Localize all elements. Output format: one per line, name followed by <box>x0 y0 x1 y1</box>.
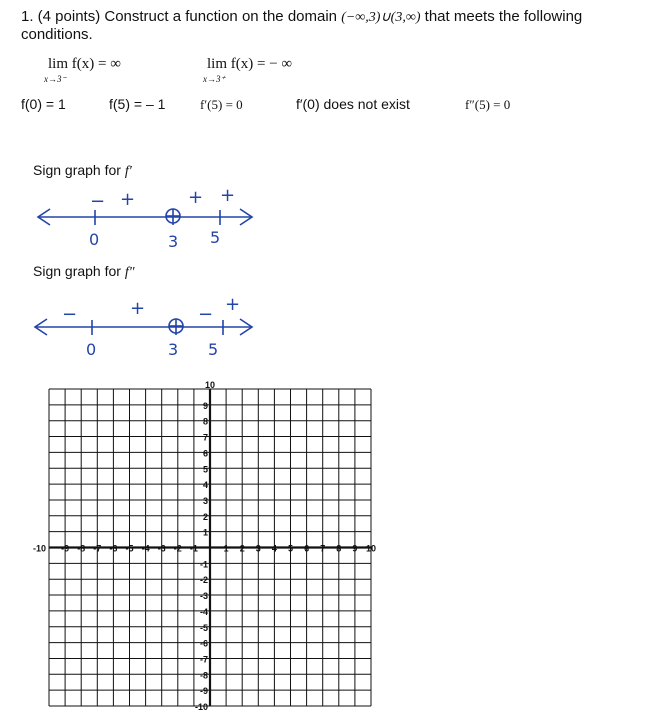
x-tick-label: 3 <box>255 543 261 554</box>
tick-label-1-0: 0 <box>89 230 100 249</box>
x-tick-label: 2 <box>239 543 245 554</box>
y-tick-label: 8 <box>202 416 208 427</box>
limit-right-subscript: x→3⁺ <box>203 74 226 84</box>
condition-fprime0: f′(0) does not exist <box>296 96 410 112</box>
y-tick-label: -7 <box>199 654 208 665</box>
tick-label-2-5: 5 <box>208 340 219 359</box>
sign-1-c: + <box>188 187 204 208</box>
question-prefix: 1. (4 points) Construct a function on the domain <box>21 8 338 25</box>
y-tick-label: 9 <box>202 400 208 411</box>
y-tick-label: 4 <box>202 480 208 491</box>
x-tick-label: 9 <box>352 543 358 554</box>
limit-right: lim f(x) = − ∞ <box>207 56 293 72</box>
condition-fprime5: f′(5) = 0 <box>200 97 243 112</box>
x-tick-label: -7 <box>93 543 102 554</box>
tick-label-2-0: 0 <box>86 340 97 359</box>
sign-2-b: + <box>130 298 146 319</box>
sign-2-c: − <box>198 304 214 325</box>
limit-left: lim f(x) = ∞ <box>48 56 121 72</box>
sign-graph-2-func: f″ <box>124 265 135 280</box>
question-suffix: that meets the following <box>424 8 583 25</box>
condition-f5: f(5) = – 1 <box>109 96 166 112</box>
x-tick-label: 6 <box>304 543 310 554</box>
tick-label-2-3: 3 <box>168 340 179 359</box>
y-tick-label: 7 <box>202 432 208 443</box>
y-tick-label: 1 <box>202 527 208 538</box>
x-tick-label: 7 <box>320 543 326 554</box>
x-tick-label: -5 <box>125 543 134 554</box>
y-tick-label: -8 <box>199 670 208 681</box>
x-tick-label: -8 <box>77 543 86 554</box>
condition-fdoubleprime5: f″(5) = 0 <box>465 97 511 112</box>
y-tick-label: -9 <box>199 686 208 697</box>
y-tick-label: 3 <box>202 495 208 506</box>
sign-1-a: − <box>90 191 106 212</box>
y-tick-label: -1 <box>199 559 208 570</box>
y-tick-label: -4 <box>199 606 208 617</box>
y-tick-label: -2 <box>199 575 208 586</box>
x-tick-label: -3 <box>157 543 166 554</box>
x-tick-label: 5 <box>287 543 294 554</box>
x-tick-label: -9 <box>61 543 70 554</box>
tick-label-1-3: 3 <box>168 232 179 251</box>
sign-2-d: + <box>225 294 241 315</box>
sign-2-a: − <box>62 304 78 325</box>
y-tick-label: 5 <box>202 464 208 475</box>
limit-left-subscript: x→3⁻ <box>44 74 67 84</box>
domain-expression: (−∞,3)∪(3,∞) <box>341 10 421 25</box>
y-tick-label: 6 <box>202 448 208 459</box>
x-tick-label: 8 <box>336 543 342 554</box>
x-tick-label: -6 <box>109 543 118 554</box>
x-tick-label: -10 <box>32 543 46 554</box>
y-tick-label: 10 <box>204 380 216 390</box>
x-tick-label: -2 <box>173 543 182 554</box>
x-tick-label: 4 <box>271 543 277 554</box>
y-tick-label: -5 <box>199 622 208 633</box>
x-tick-label: 10 <box>365 543 377 554</box>
condition-f0: f(0) = 1 <box>21 96 66 112</box>
x-tick-label: -1 <box>189 543 198 554</box>
sign-graph-2-title: Sign graph for f″ <box>33 263 135 280</box>
sign-1-b: + <box>120 189 136 210</box>
x-tick-label: -4 <box>141 543 150 554</box>
sign-graph-1-func: f′ <box>124 164 132 179</box>
sign-graph-1-title: Sign graph for f′ <box>33 162 132 179</box>
y-tick-label: -6 <box>199 638 208 649</box>
x-tick-label: 1 <box>223 543 229 554</box>
y-tick-label: 2 <box>202 511 208 522</box>
sign-1-d: + <box>220 185 236 206</box>
y-tick-label: -3 <box>199 591 208 602</box>
tick-label-1-5: 5 <box>210 228 221 247</box>
y-tick-label: -10 <box>194 702 208 712</box>
question-line-2: conditions. <box>21 26 93 43</box>
